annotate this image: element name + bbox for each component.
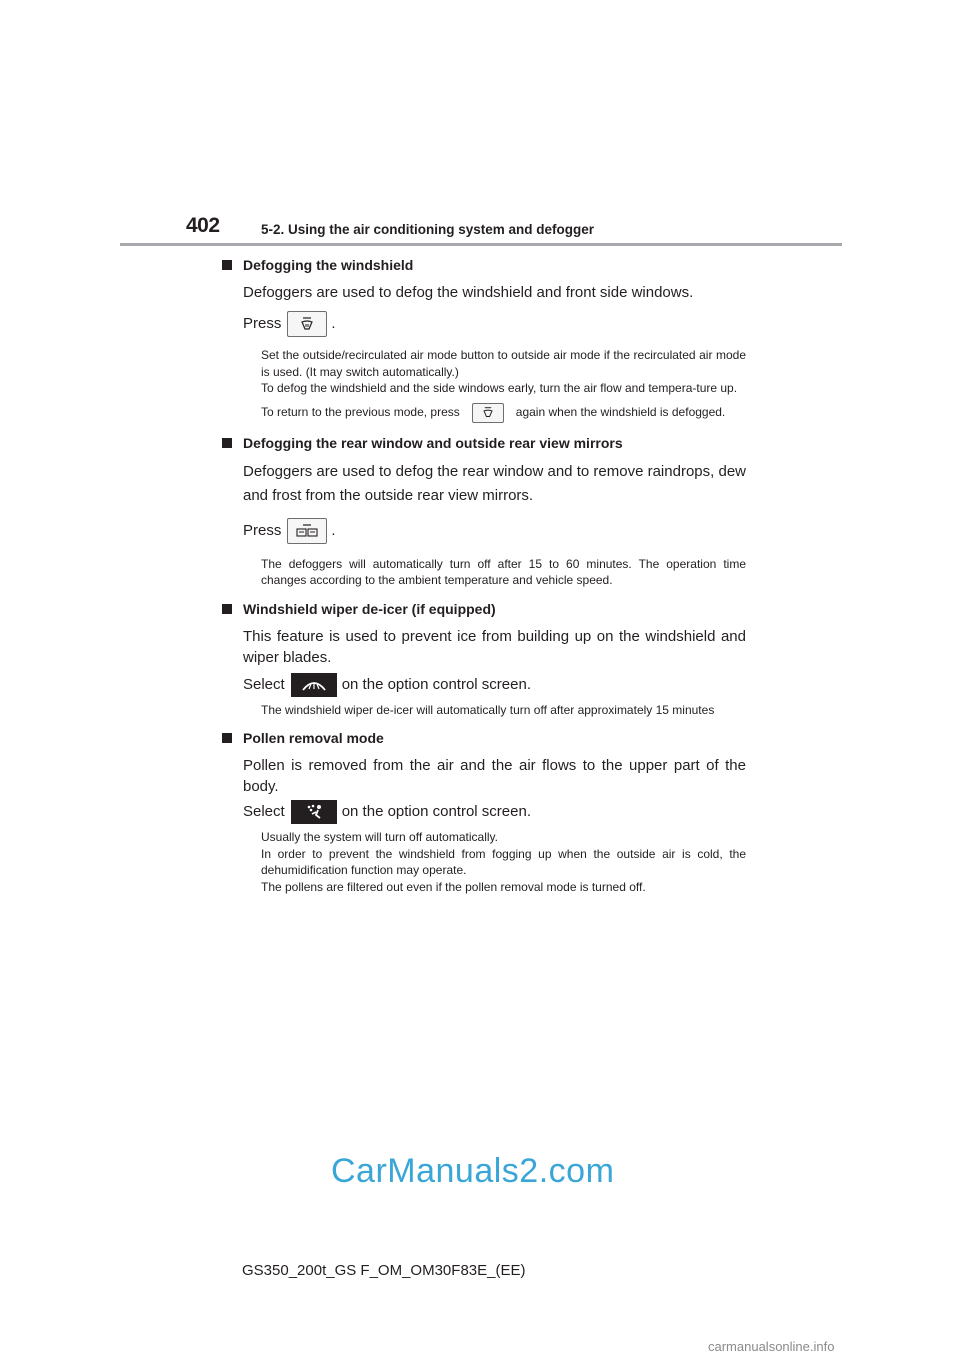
section-heading-windshield: Defogging the windshield — [222, 255, 746, 275]
watermark-logo: CarManuals2.com — [331, 1152, 615, 1190]
section-heading-rear: Defogging the rear window and outside rear view mirrors — [222, 433, 746, 453]
section-body: This feature is used to prevent ice from building up on the windshield and wiper blades. — [243, 627, 746, 666]
note-text: To defog the windshield and the side windows early, turn the air flow and tempera-ture up. — [261, 381, 738, 395]
front-defogger-icon[interactable] — [287, 311, 327, 337]
note-text: The pollens are filtered out even if the pollen removal mode is turned off. — [261, 879, 646, 894]
note-text: Set the outside/recirculated air mode button to outside air mode if the recirculated air mode is used. (It may switch automatically.) — [261, 348, 746, 379]
section-body: Defoggers are used to defog the windshield and front side windows. — [243, 284, 694, 301]
section-heading-wiper: Windshield wiper de-icer (if equipped) — [222, 599, 746, 619]
note-text: The defoggers will automatically turn off after 15 to 60 minutes. The operation time changes according to the ambient temperature and vehicle speed. — [261, 556, 746, 587]
select-instruction: Select on the option control screen. — [222, 799, 746, 825]
note-text: The windshield wiper de-icer will automatically turn off after approximately 15 minutes — [261, 702, 715, 717]
note-text: Usually the system will turn off automatically. — [261, 830, 498, 844]
section-heading-pollen: Pollen removal mode — [222, 728, 746, 748]
select-instruction: Select on the option control screen. — [222, 672, 746, 698]
section-body: Pollen is removed from the air and the air flows to the upper part of the body. — [243, 757, 746, 795]
page-number: 402 — [186, 214, 220, 237]
note-text: In order to prevent the windshield from fogging up when the outside air is cold, the dehumidification function may operate. — [261, 846, 746, 877]
section-body: Defoggers are used to defog the rear window and to remove raindrops, dew and frost from the outside rear view mirrors. — [243, 462, 746, 504]
square-bullet-icon — [222, 260, 232, 270]
chapter-title: 5-2. Using the air conditioning system and defogger — [261, 222, 595, 237]
pollen-removal-icon[interactable] — [291, 800, 337, 824]
note-text-inline: To return to the previous mode, press again when the windshield is defogged. — [222, 403, 746, 423]
page-content — [222, 255, 746, 895]
press-instruction: Press . — [222, 311, 746, 337]
square-bullet-icon — [222, 438, 232, 448]
front-defogger-icon[interactable] — [472, 403, 504, 423]
wiper-deicer-icon[interactable] — [291, 673, 337, 697]
square-bullet-icon — [222, 733, 232, 743]
header-rule — [120, 243, 842, 246]
footer-code: GS350_200t_GS F_OM_OM30F83E_(EE) — [242, 1262, 526, 1279]
press-instruction: Press . — [222, 518, 746, 544]
corner-watermark: carmanualsonline.info — [708, 1339, 835, 1354]
square-bullet-icon — [222, 604, 232, 614]
rear-defogger-icon[interactable] — [287, 518, 327, 544]
